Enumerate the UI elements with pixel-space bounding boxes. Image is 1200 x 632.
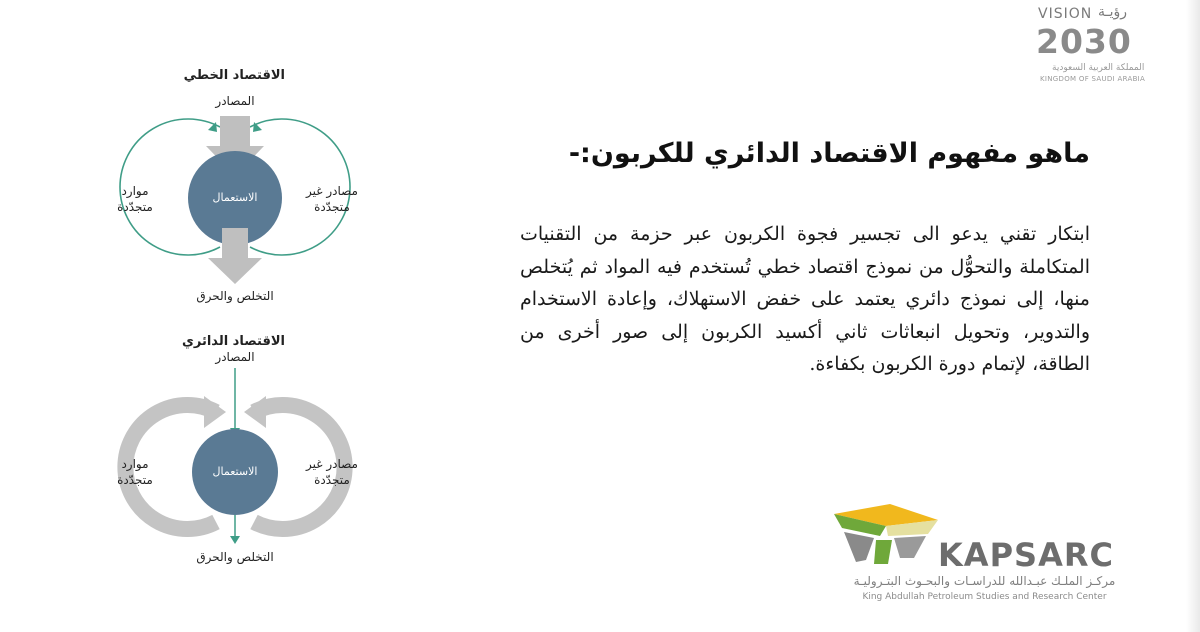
linear-renewable-line1: موارد <box>121 184 149 198</box>
circular-renewable-line2: متجدّدة <box>117 473 153 487</box>
vision-word: VISION <box>1038 6 1093 22</box>
circular-sources-label: المصادر <box>215 350 255 364</box>
vision-2030-logo <box>1032 6 1152 88</box>
linear-disposal-label: التخلص والحرق <box>196 289 274 303</box>
circular-renewable-line1: موارد <box>121 457 149 471</box>
circular-center-label: الاستعمال <box>212 465 258 478</box>
kapsarc-green-shape-center <box>874 540 892 564</box>
slide-heading: ماهو مفهوم الاقتصاد الدائري للكربون:- <box>568 138 1090 169</box>
slide-paragraph: ابتكار تقني يدعو الى تجسير فجوة الكربون عبر حزمة من التقنيات المتكاملة والتحوُّل من نموذج اقتصاد خطي تُستخدم فيه المواد ثم يُتخلص منها، إلى نموذج دائري يعتمد على خفض الاستهلاك، وإعادة الاستخدام والتدوير، وتحويل انبعاثات ثاني أكسيد الكربون إلى صور أخرى من الطاقة، لإتمام دورة الكربون بكفاءة. <box>520 223 1090 375</box>
kapsarc-gray-shape-right <box>894 536 926 558</box>
linear-nonrenewable-line1: مصادر غير <box>306 184 358 198</box>
kapsarc-english-name: King Abdullah Petroleum Studies and Research Center <box>862 592 1107 602</box>
linear-center-label: الاستعمال <box>212 191 258 204</box>
linear-nonrenewable-label <box>292 183 372 215</box>
vision-kingdom-arabic: المملكة العربية السعودية <box>1052 63 1145 73</box>
linear-renewable-label <box>100 183 170 215</box>
kapsarc-name: KAPSARC <box>938 536 1114 574</box>
economy-diagrams <box>80 60 410 580</box>
circular-diagram-title: الاقتصاد الدائري <box>181 334 285 349</box>
circular-nonrenewable-label <box>292 456 372 488</box>
slide-edge <box>1186 0 1200 632</box>
circular-nonrenewable-line2: متجدّدة <box>314 473 350 487</box>
circular-nonrenewable-line1: مصادر غير <box>306 457 358 471</box>
linear-diagram-title: الاقتصاد الخطي <box>183 68 285 83</box>
circular-output-arrowhead <box>230 536 240 544</box>
vision-year: 2030 <box>1036 22 1132 61</box>
kapsarc-arabic-name: مركـز الملـك عبـدالله للدراسـات والبحـوث البتـروليـة <box>853 574 1116 588</box>
kapsarc-logo <box>830 500 1150 610</box>
circular-disposal-label: التخلص والحرق <box>196 550 274 564</box>
circular-renewable-label <box>100 456 170 488</box>
diagrams-svg <box>80 60 410 580</box>
vision-kingdom-english: KINGDOM OF SAUDI ARABIA <box>1040 75 1146 83</box>
circular-right-arrowhead <box>244 396 266 428</box>
vision-arabic-word: رؤيـة <box>1098 4 1128 20</box>
linear-renewable-line2: متجدّدة <box>117 200 153 214</box>
kapsarc-gray-shape-left <box>844 532 874 562</box>
linear-nonrenewable-line2: متجدّدة <box>314 200 350 214</box>
linear-sources-label: المصادر <box>215 94 255 108</box>
kapsarc-emblem <box>830 500 940 570</box>
circular-left-arrowhead <box>204 396 226 428</box>
